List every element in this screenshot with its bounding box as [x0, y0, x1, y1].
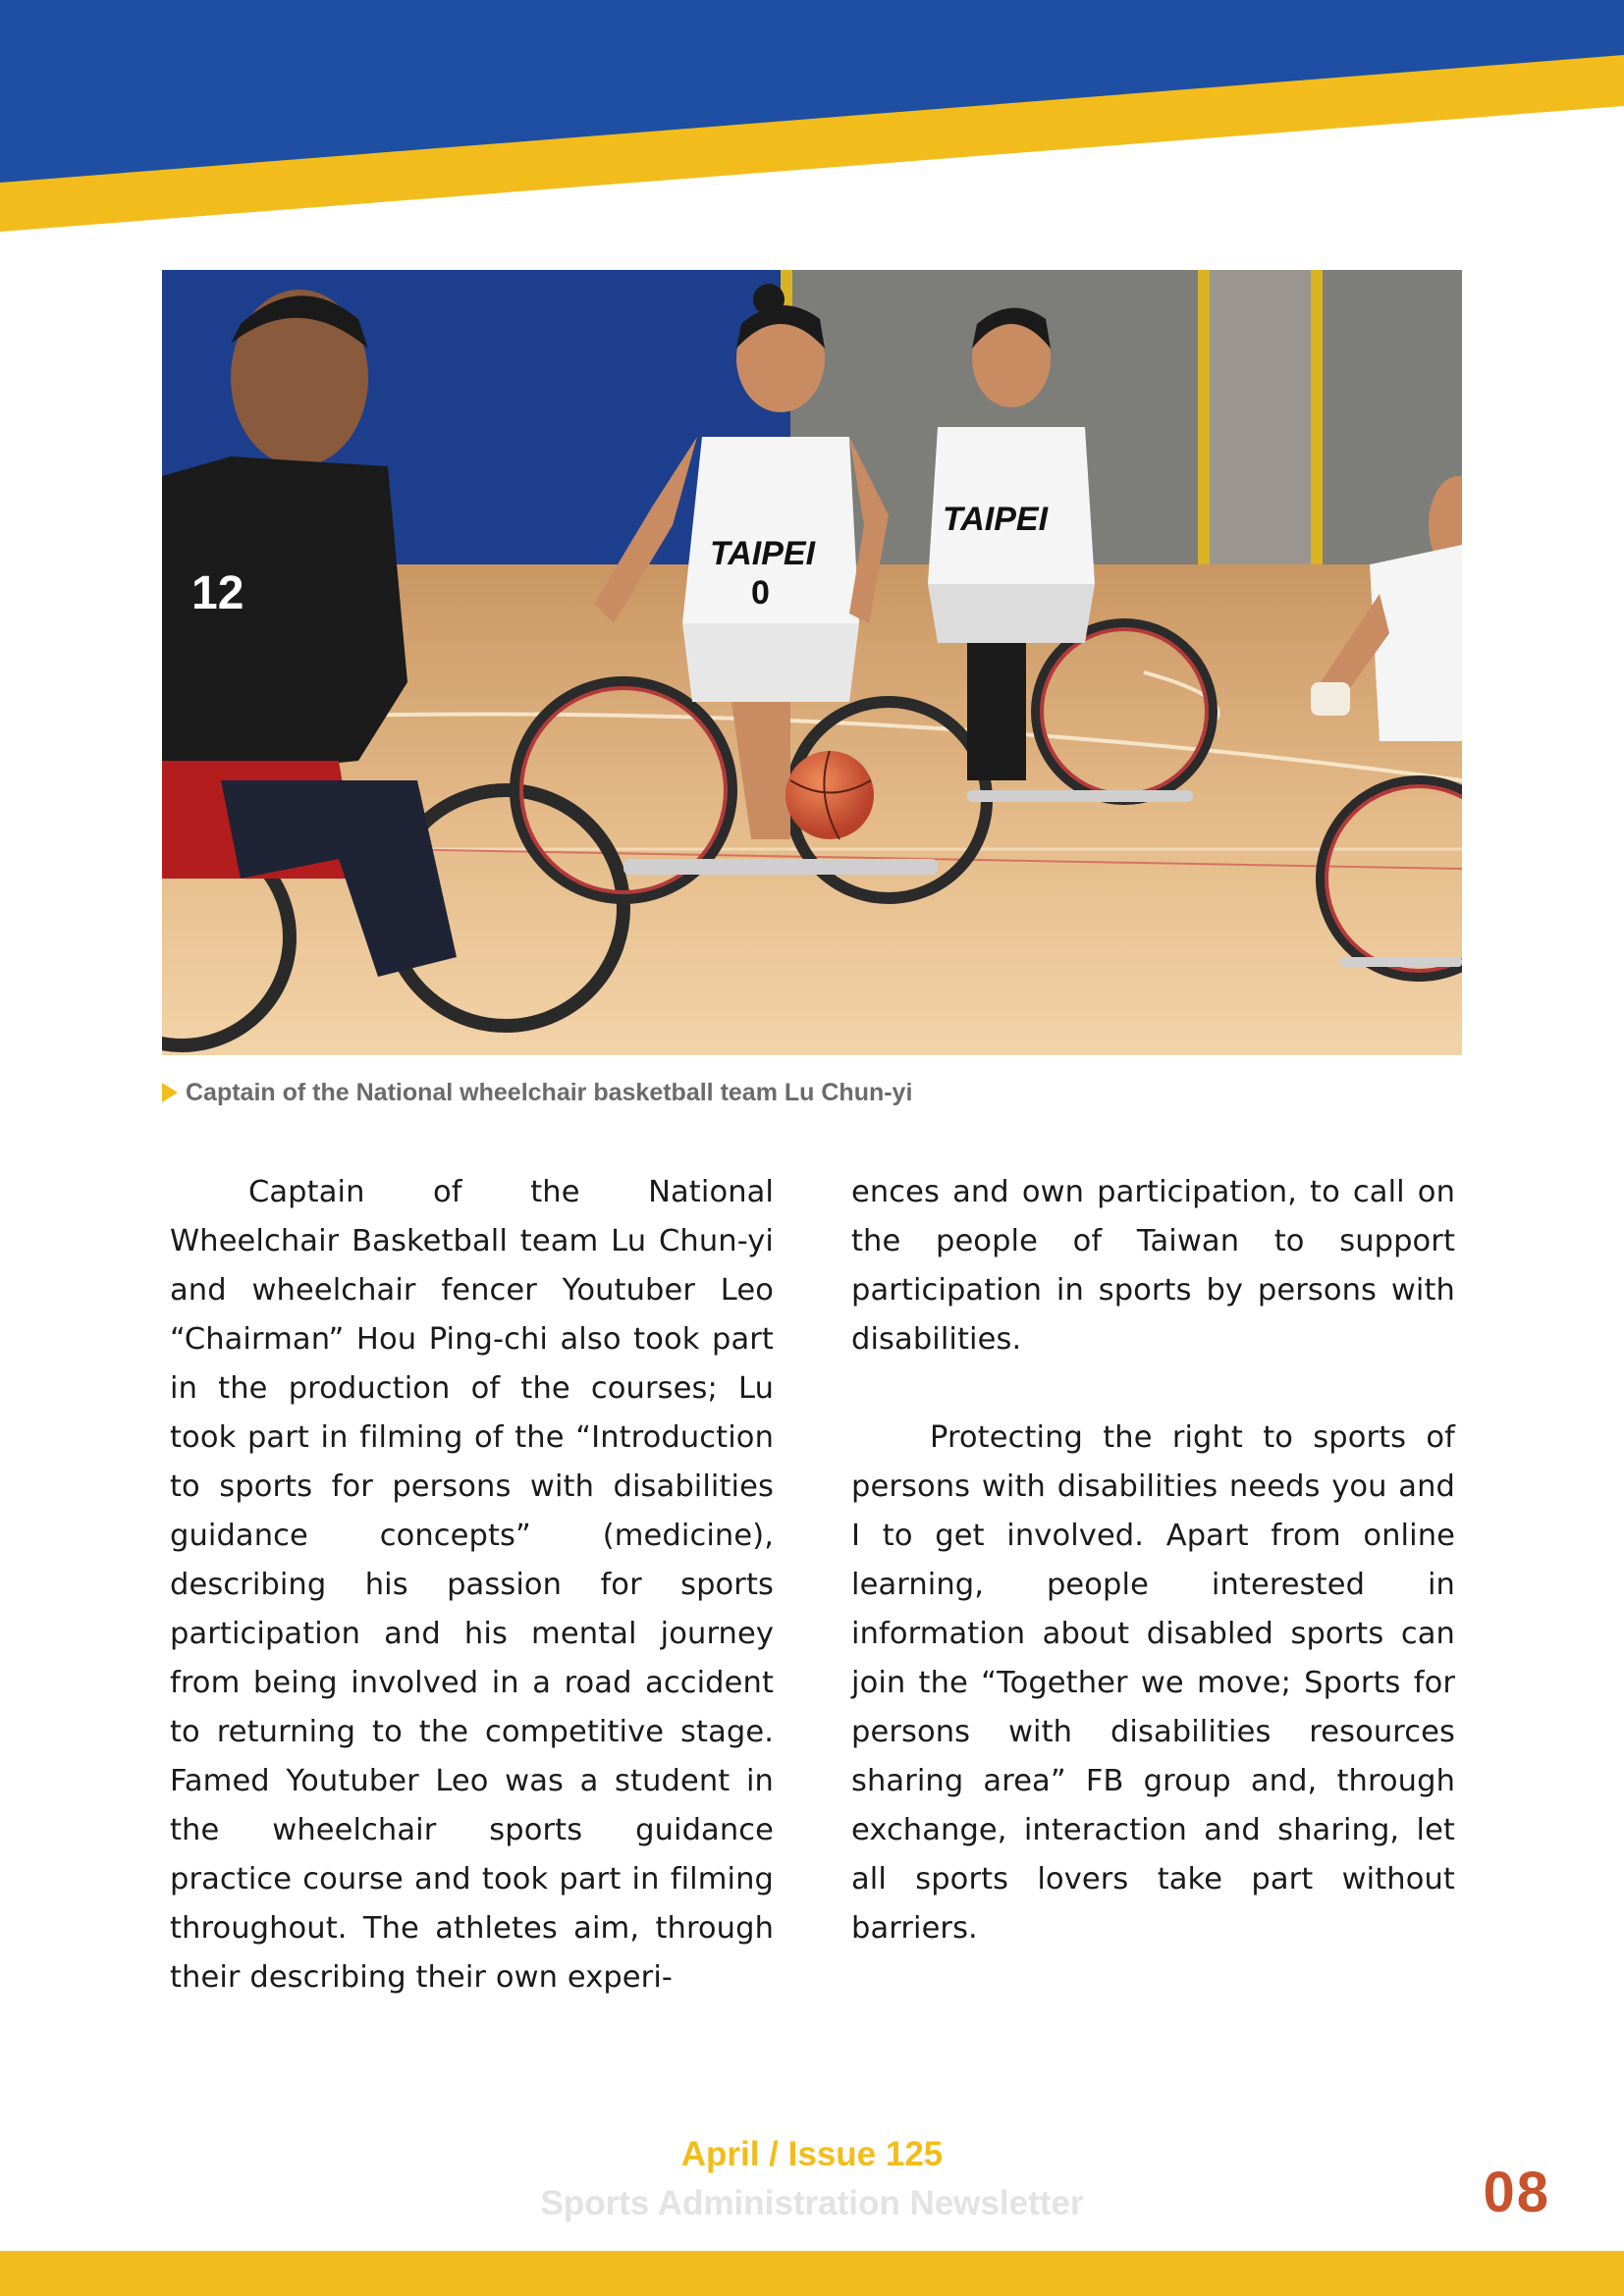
footer-issue: April / Issue 125 [680, 2135, 944, 2173]
jersey-number-12: 12 [191, 567, 244, 619]
footer-yellow-bar [0, 2251, 1624, 2296]
grey-wall [790, 270, 1462, 594]
wheelchair-basketball-photo [162, 270, 1462, 1055]
header-banner [0, 0, 1624, 236]
article-paragraph: Protecting the right to sports of persons with disabilities needs you and I to get involved. Apart from online learning, people interested in information about disabled sports can join the “Together we move; Sports for persons with disabilities resources sharing area” FB group and, through exchange, interaction and sharing, let all sports lovers take part without barriers. [851, 1420, 1455, 1946]
caption-arrow-icon [162, 1083, 178, 1102]
jersey-number-0: 0 [751, 574, 770, 612]
article-paragraph: ences and own participation, to call on the people of Taiwan to support participation in sports by persons with disabilities. [851, 1175, 1455, 1357]
basketball [785, 751, 874, 839]
jersey-text-taipei-center: TAIPEI [710, 535, 816, 572]
caption-text: Captain of the National wheelchair basketball team Lu Chun-yi [186, 1078, 913, 1106]
photo-caption [162, 1078, 912, 1107]
article-paragraph: Captain of the National Wheelchair Basketball team Lu Chun-yi and wheelchair fencer Youtuber Leo “Chairman” Hou Ping-chi also took part in the production of the courses; Lu took part in filming of the “Introduction to sports for persons with disabilities guidance concepts” (medicine), describing his passion for sports participation and his mental journey from being involved in a road accident to returning to the competitive stage. Famed Youtuber Leo was a student in the wheelchair sports guidance practice course and took part in filming throughout. The athletes aim, through their describing their own experi- [170, 1175, 774, 1995]
article-column-right [851, 1168, 1455, 1953]
jersey-text-taipei-right: TAIPEI [943, 501, 1049, 538]
article-column-left [170, 1168, 774, 2002]
wall-pillar [1203, 270, 1321, 604]
page-number: 08 [1483, 2161, 1550, 2224]
footer-newsletter-title: Sports Administration Newsletter [540, 2184, 1084, 2222]
